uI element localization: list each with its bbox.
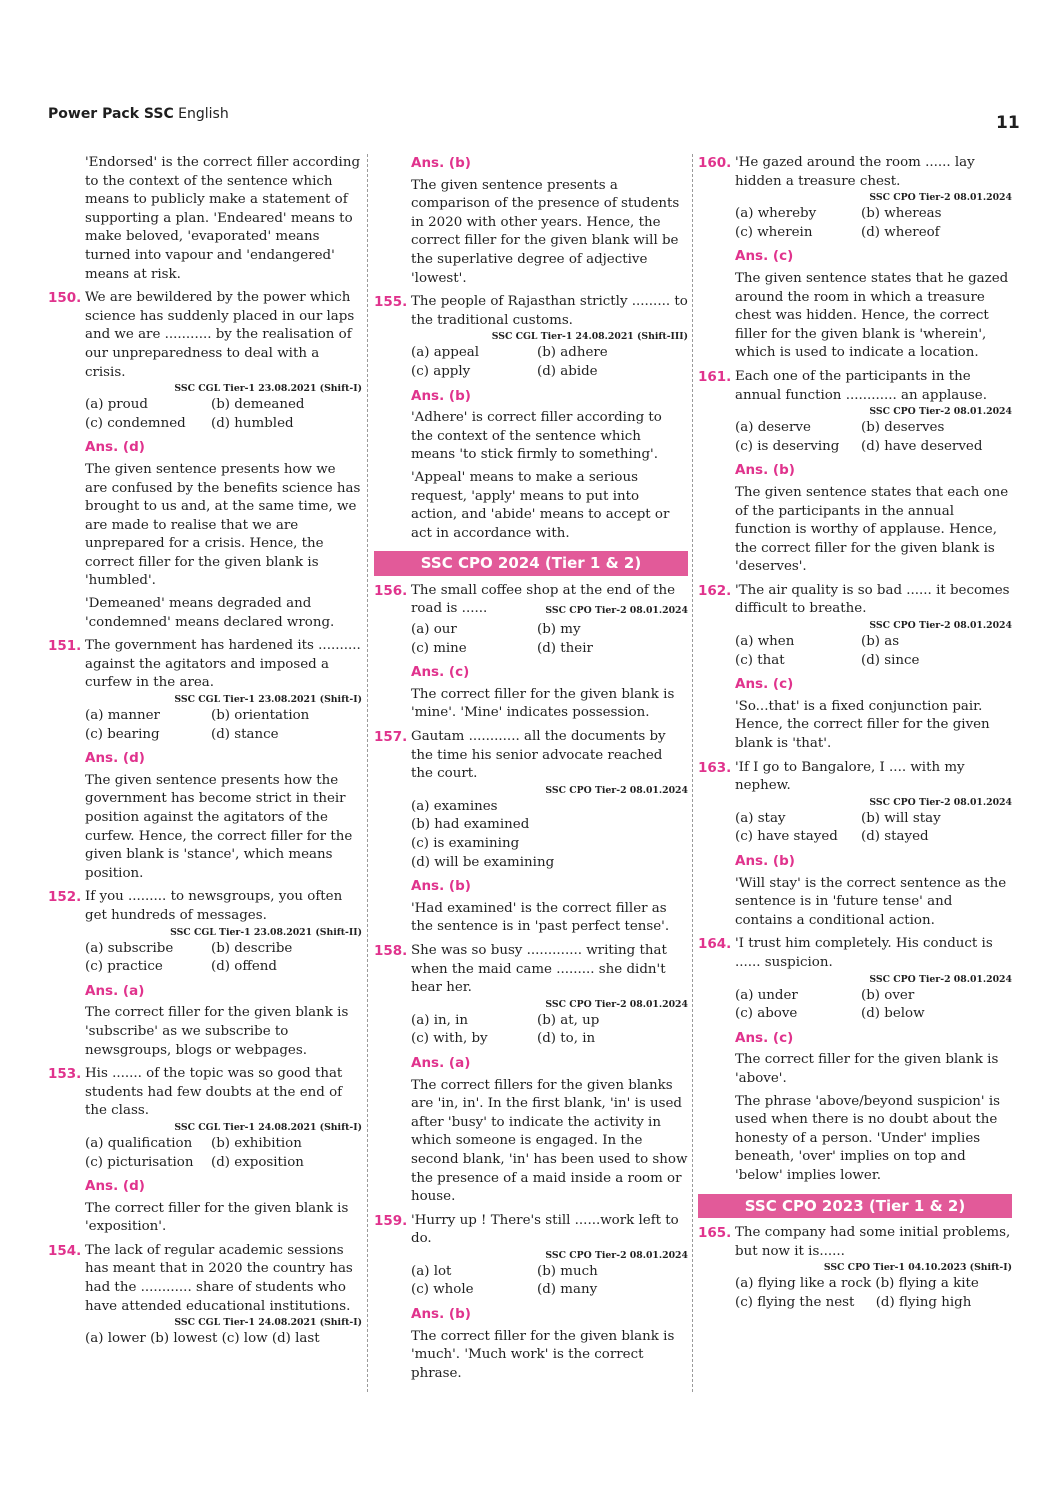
explanation xyxy=(374,1328,688,1384)
options xyxy=(698,205,1012,242)
exam-source: SSC CGL Tier-1 24.08.2021 (Shift-III) xyxy=(491,331,688,343)
option: (c) that xyxy=(735,652,785,668)
question-number: 152. xyxy=(48,889,82,906)
options xyxy=(698,633,1012,670)
question-number: 150. xyxy=(48,290,82,307)
explanation-text: The given sentence states that each one of the participants in the annual function is worthy of applause. Hence, the correct filler for the given blank is 'deserves'. xyxy=(735,484,1009,575)
option: (a) subscribe xyxy=(85,940,174,956)
column-3 xyxy=(698,154,1012,1312)
explanation-text: 'Had examined' is the correct filler as the sentence is in 'past perfect tense'. xyxy=(411,900,670,935)
option: (b) at, up xyxy=(537,1012,600,1028)
option: (c) apply xyxy=(411,363,471,379)
answer-label: Ans. (d) xyxy=(85,1178,145,1195)
question-number: 161. xyxy=(698,368,732,385)
question-text: We are bewildered by the power which science has suddenly placed in our laps and we are ........... by the realisation of our unpreparedness to deal with a crisis. xyxy=(85,290,355,380)
option: (c) bearing xyxy=(85,726,160,742)
exam-source: SSC CGL Tier-1 23.08.2021 (Shift-I) xyxy=(174,383,362,395)
option: (d) to, in xyxy=(537,1031,596,1047)
question-number: 162. xyxy=(698,582,732,599)
question-number: 160. xyxy=(698,155,732,171)
options xyxy=(698,810,1012,847)
option: (a) lot xyxy=(411,1263,452,1279)
explanation xyxy=(48,1004,362,1060)
question-number: 154. xyxy=(48,1242,82,1259)
option: (c) picturisation xyxy=(85,1154,194,1170)
explanation xyxy=(698,1051,1012,1185)
running-header xyxy=(48,106,229,122)
option: (d) many xyxy=(537,1282,598,1298)
explanation-text: The phrase 'above/beyond suspicion' is used when there is no doubt about the honesty of a person. 'Under' implies beneath, 'over' implies on top and 'below' implies lower. xyxy=(735,1093,1001,1183)
option: (b) over xyxy=(861,987,915,1003)
question-160 xyxy=(698,154,1012,191)
question-158 xyxy=(374,942,688,998)
explanation xyxy=(698,875,1012,931)
option: (b) describe xyxy=(211,940,293,956)
answer-label: Ans. (a) xyxy=(85,982,145,999)
question-number: 155. xyxy=(374,294,408,311)
exam-source: SSC CPO Tier-2 08.01.2024 xyxy=(869,620,1012,632)
option: (b) deserves xyxy=(861,420,945,436)
option: (a) when xyxy=(735,634,795,650)
exam-source: SSC CGL Tier-1 24.08.2021 (Shift-I) xyxy=(174,1121,362,1133)
explanation xyxy=(698,698,1012,754)
question-number: 165. xyxy=(698,1225,732,1242)
question-number: 158. xyxy=(374,942,408,959)
option: (c) with, by xyxy=(411,1031,488,1047)
column-2 xyxy=(374,154,688,1387)
explanation-text: The given sentence presents how the government has become strict in their position against the agitators of the curfew. Hence, the correct filler for the given blank is 'stance', which means position. xyxy=(85,772,353,881)
question-161 xyxy=(698,368,1012,405)
explanation-text: 'So...that' is a fixed conjunction pair. Hence, the correct filler for the given blank is 'that'. xyxy=(735,698,990,752)
question-154 xyxy=(48,1242,362,1316)
answer-label: Ans. (b) xyxy=(411,155,471,171)
column-divider xyxy=(367,154,368,1392)
question-155 xyxy=(374,293,688,330)
option: (d) exposition xyxy=(211,1154,304,1170)
question-text: The small coffee shop at the end of the road is ...... xyxy=(411,582,676,617)
question-number: 163. xyxy=(698,759,732,776)
option: (a) appeal xyxy=(411,345,480,361)
exam-source: SSC CPO Tier-2 08.01.2024 xyxy=(545,998,688,1010)
explanation-text: The correct filler for the given blank is 'mine'. 'Mine' indicates possession. xyxy=(411,686,675,721)
explanation-text: The correct filler for the given blank is 'above'. xyxy=(735,1052,999,1086)
options xyxy=(48,707,362,744)
option-line: (a) flying like a rock (b) flying a kite xyxy=(735,1276,979,1292)
explanation-text: The correct fillers for the given blanks are 'in, in'. In the first blank, 'in' is used after 'busy' to indicate the activity in which someone is engaged. In the second blank, 'in' has been used to show the presence of a maid inside a room or house. xyxy=(411,1077,688,1205)
explanation-text: The given sentence presents how we are confused by the benefits science has brought to us and, at the same time, we are made to realise that we are unprepared for a crisis. Hence, the correct filler for the given blank is 'humbled'. xyxy=(85,461,361,589)
explanation-text: The correct filler for the given blank is 'subscribe' as we subscribe to newsgroups, blogs or webpages. xyxy=(85,1005,349,1058)
exam-source: SSC CGL Tier-1 24.08.2021 (Shift-I) xyxy=(174,1317,362,1329)
explanation xyxy=(374,900,688,937)
option: (a) whereby xyxy=(735,206,817,222)
option: (d) stance xyxy=(211,726,279,742)
question-text: His ....... of the topic was so good that students had few doubts at the end of the class. xyxy=(85,1066,343,1119)
question-text: Gautam ............ all the documents by the time his senior advocate reached the court. xyxy=(411,729,666,782)
exam-source: SSC CPO Tier-1 04.10.2023 (Shift-I) xyxy=(823,1262,1012,1274)
question-text: The lack of regular academic sessions has meant that in 2020 the country has had the ............ share of students who have attended educational institutions. xyxy=(85,1242,353,1314)
options xyxy=(698,419,1012,456)
option: (c) mine xyxy=(411,640,467,656)
options xyxy=(698,1275,1012,1312)
option-line: (c) flying the nest (d) flying high xyxy=(735,1294,972,1310)
explanation xyxy=(698,484,1012,577)
option: (c) is examining xyxy=(411,836,520,851)
option: (d) offend xyxy=(211,959,277,975)
question-text: 'He gazed around the room ...... lay hidden a treasure chest. xyxy=(735,155,975,189)
exam-source: SSC CGL Tier-1 23.08.2021 (Shift-I) xyxy=(174,694,362,706)
option: (b) adhere xyxy=(537,345,608,361)
question-number: 151. xyxy=(48,638,82,655)
option: (d) stayed xyxy=(861,829,929,845)
answer-label: Ans. (b) xyxy=(735,853,795,869)
options xyxy=(374,1263,688,1300)
question-number: 159. xyxy=(374,1212,408,1229)
option: (a) under xyxy=(735,987,798,1003)
option: (d) whereof xyxy=(861,224,940,240)
option: (b) had examined xyxy=(411,817,530,833)
options xyxy=(48,1135,362,1172)
question-151 xyxy=(48,637,362,693)
option: (b) will stay xyxy=(861,810,941,826)
answer-label: Ans. (c) xyxy=(411,664,470,681)
option: (a) in, in xyxy=(411,1012,469,1028)
option: (a) deserve xyxy=(735,420,811,436)
option: (a) proud xyxy=(85,397,148,413)
options xyxy=(374,621,688,658)
answer-label: Ans. (b) xyxy=(411,1306,471,1323)
question-165 xyxy=(698,1224,1012,1261)
question-153 xyxy=(48,1065,362,1121)
explanation xyxy=(374,409,688,543)
options xyxy=(698,987,1012,1024)
page-number: 11 xyxy=(996,113,1020,133)
answer-label: Ans. (c) xyxy=(735,1029,794,1046)
option: (c) is deserving xyxy=(735,438,840,454)
question-number: 157. xyxy=(374,729,408,746)
option: (c) condemned xyxy=(85,415,186,431)
option: (d) will be examining xyxy=(411,854,555,870)
explanation xyxy=(374,177,688,289)
option: (c) wherein xyxy=(735,224,813,240)
option: (a) examines xyxy=(411,798,498,814)
option: (d) abide xyxy=(537,363,598,379)
question-162 xyxy=(698,582,1012,619)
options xyxy=(374,344,688,381)
exam-source: SSC CPO Tier-2 08.01.2024 xyxy=(545,1249,688,1261)
option: (b) much xyxy=(537,1263,598,1279)
option: (b) demeaned xyxy=(211,397,305,413)
question-text: 'I trust him completely. His conduct is ...... suspicion. xyxy=(735,936,993,970)
options xyxy=(48,396,362,433)
question-152 xyxy=(48,888,362,925)
answer-label: Ans. (a) xyxy=(411,1054,471,1071)
question-163 xyxy=(698,759,1012,796)
question-text: Each one of the participants in the annual function ............ an applause. xyxy=(735,368,987,403)
answer-label: Ans. (d) xyxy=(85,439,145,456)
answer-label: Ans. (b) xyxy=(411,387,471,404)
question-text: If you ......... to newsgroups, you often get hundreds of messages. xyxy=(85,889,343,923)
explanation-text: The given sentence states that he gazed around the room in which a treasure chest was hidden. Hence, the correct filler for the given blank is 'wherein', which is used to indicate a location. xyxy=(735,270,1009,361)
explanation xyxy=(374,686,688,723)
explanation-text: 'Adhere' is correct filler according to the context of the sentence which means 'to stick firmly to something'. xyxy=(411,410,662,463)
exam-source: SSC CPO Tier-2 08.01.2024 xyxy=(545,605,688,617)
exam-source: SSC CPO Tier-2 08.01.2024 xyxy=(869,406,1012,418)
option: (d) have deserved xyxy=(861,438,983,454)
question-159 xyxy=(374,1212,688,1249)
answer-label: Ans. (c) xyxy=(735,248,794,265)
answer-label: Ans. (b) xyxy=(411,878,471,895)
explanation xyxy=(374,1077,688,1207)
exam-source: SSC CPO Tier-2 08.01.2024 xyxy=(869,192,1012,204)
explanation-text: The correct filler for the given blank is 'much'. 'Much work' is the correct phrase. xyxy=(411,1328,675,1381)
options xyxy=(374,1012,688,1049)
section-banner: SSC CPO 2024 (Tier 1 & 2) xyxy=(374,551,688,576)
option: (b) orientation xyxy=(211,708,310,724)
option: (d) humbled xyxy=(211,415,294,431)
question-156 xyxy=(374,582,688,619)
explanation-text: 'Will stay' is the correct sentence as the sentence is in 'future tense' and contains a conditional action. xyxy=(735,875,1007,928)
option: (a) qualification xyxy=(85,1135,193,1151)
question-text: The government has hardened its .......... against the agitators and imposed a curfew in the area. xyxy=(85,638,361,691)
options xyxy=(48,940,362,977)
column-divider xyxy=(692,154,693,1392)
option: (b) whereas xyxy=(861,206,942,222)
column-1 xyxy=(48,154,362,1349)
option: (c) practice xyxy=(85,959,163,975)
subject-name: English xyxy=(178,106,229,122)
option: (a) our xyxy=(411,622,457,638)
question-text: 'The air quality is so bad ...... it becomes difficult to breathe. xyxy=(735,582,1010,617)
question-text: She was so busy ............. writing that when the maid came ......... she didn't hear her. xyxy=(411,942,667,996)
answer-label: Ans. (d) xyxy=(85,750,145,767)
question-text: The company had some initial problems, but now it is...... xyxy=(735,1225,1011,1259)
explanation-text: 'Endorsed' is the correct filler according to the context of the sentence which means to publicly make a statement of supporting a plan. 'Endeared' means to make beloved, 'evaporated' means turned into vapour and 'endangered' means at risk. xyxy=(85,155,361,282)
option: (c) above xyxy=(735,1006,798,1022)
explanation-text: 'Appeal' means to make a serious request, 'apply' means to put into action, and 'abide' means to accept or act in accordance with. xyxy=(411,469,670,541)
option: (b) my xyxy=(537,622,581,638)
question-number: 153. xyxy=(48,1066,82,1083)
explanation-text: The correct filler for the given blank is 'exposition'. xyxy=(85,1200,349,1235)
options xyxy=(374,798,688,872)
section-banner: SSC CPO 2023 (Tier 1 & 2) xyxy=(698,1194,1012,1219)
explanation-text: 'Demeaned' means degraded and 'condemned' means declared wrong. xyxy=(85,596,335,630)
option: (d) below xyxy=(861,1006,925,1022)
option: (d) since xyxy=(861,652,920,668)
option: (a) manner xyxy=(85,708,160,724)
question-text: The people of Rajasthan strictly ......... to the traditional customs. xyxy=(411,294,688,328)
explanation xyxy=(48,772,362,884)
explanation-text: The given sentence presents a comparison of the presence of students in 2020 with other years. Hence, the correct filler for the given blank will be the superlative degree of adjective 'lowest'. xyxy=(411,177,680,286)
option: (c) have stayed xyxy=(735,829,838,845)
question-150 xyxy=(48,289,362,382)
answer-label: Ans. (c) xyxy=(735,676,794,693)
question-number: 156. xyxy=(374,582,408,599)
question-157 xyxy=(374,728,688,784)
explanation xyxy=(48,154,362,284)
brand-name: Power Pack SSC xyxy=(48,106,174,122)
question-164 xyxy=(698,935,1012,972)
exam-source: SSC CPO Tier-2 08.01.2024 xyxy=(869,973,1012,985)
explanation xyxy=(48,461,362,632)
exam-source: SSC CGL Tier-1 23.08.2021 (Shift-II) xyxy=(170,926,362,938)
option: (d) their xyxy=(537,640,593,656)
answer-label: Ans. (b) xyxy=(735,462,795,479)
question-text: 'Hurry up ! There's still ......work left to do. xyxy=(411,1212,679,1247)
option: (c) whole xyxy=(411,1282,474,1298)
option: (b) exhibition xyxy=(211,1135,302,1151)
option: (a) stay xyxy=(735,810,786,826)
option: (b) as xyxy=(861,634,900,650)
exam-source: SSC CPO Tier-2 08.01.2024 xyxy=(869,796,1012,808)
explanation xyxy=(48,1200,362,1237)
options: (a) lower (b) lowest (c) low (d) last xyxy=(85,1331,320,1347)
question-number: 164. xyxy=(698,936,732,953)
question-text: 'If I go to Bangalore, I .... with my nephew. xyxy=(735,759,965,794)
exam-source: SSC CPO Tier-2 08.01.2024 xyxy=(545,784,688,796)
explanation xyxy=(698,270,1012,363)
